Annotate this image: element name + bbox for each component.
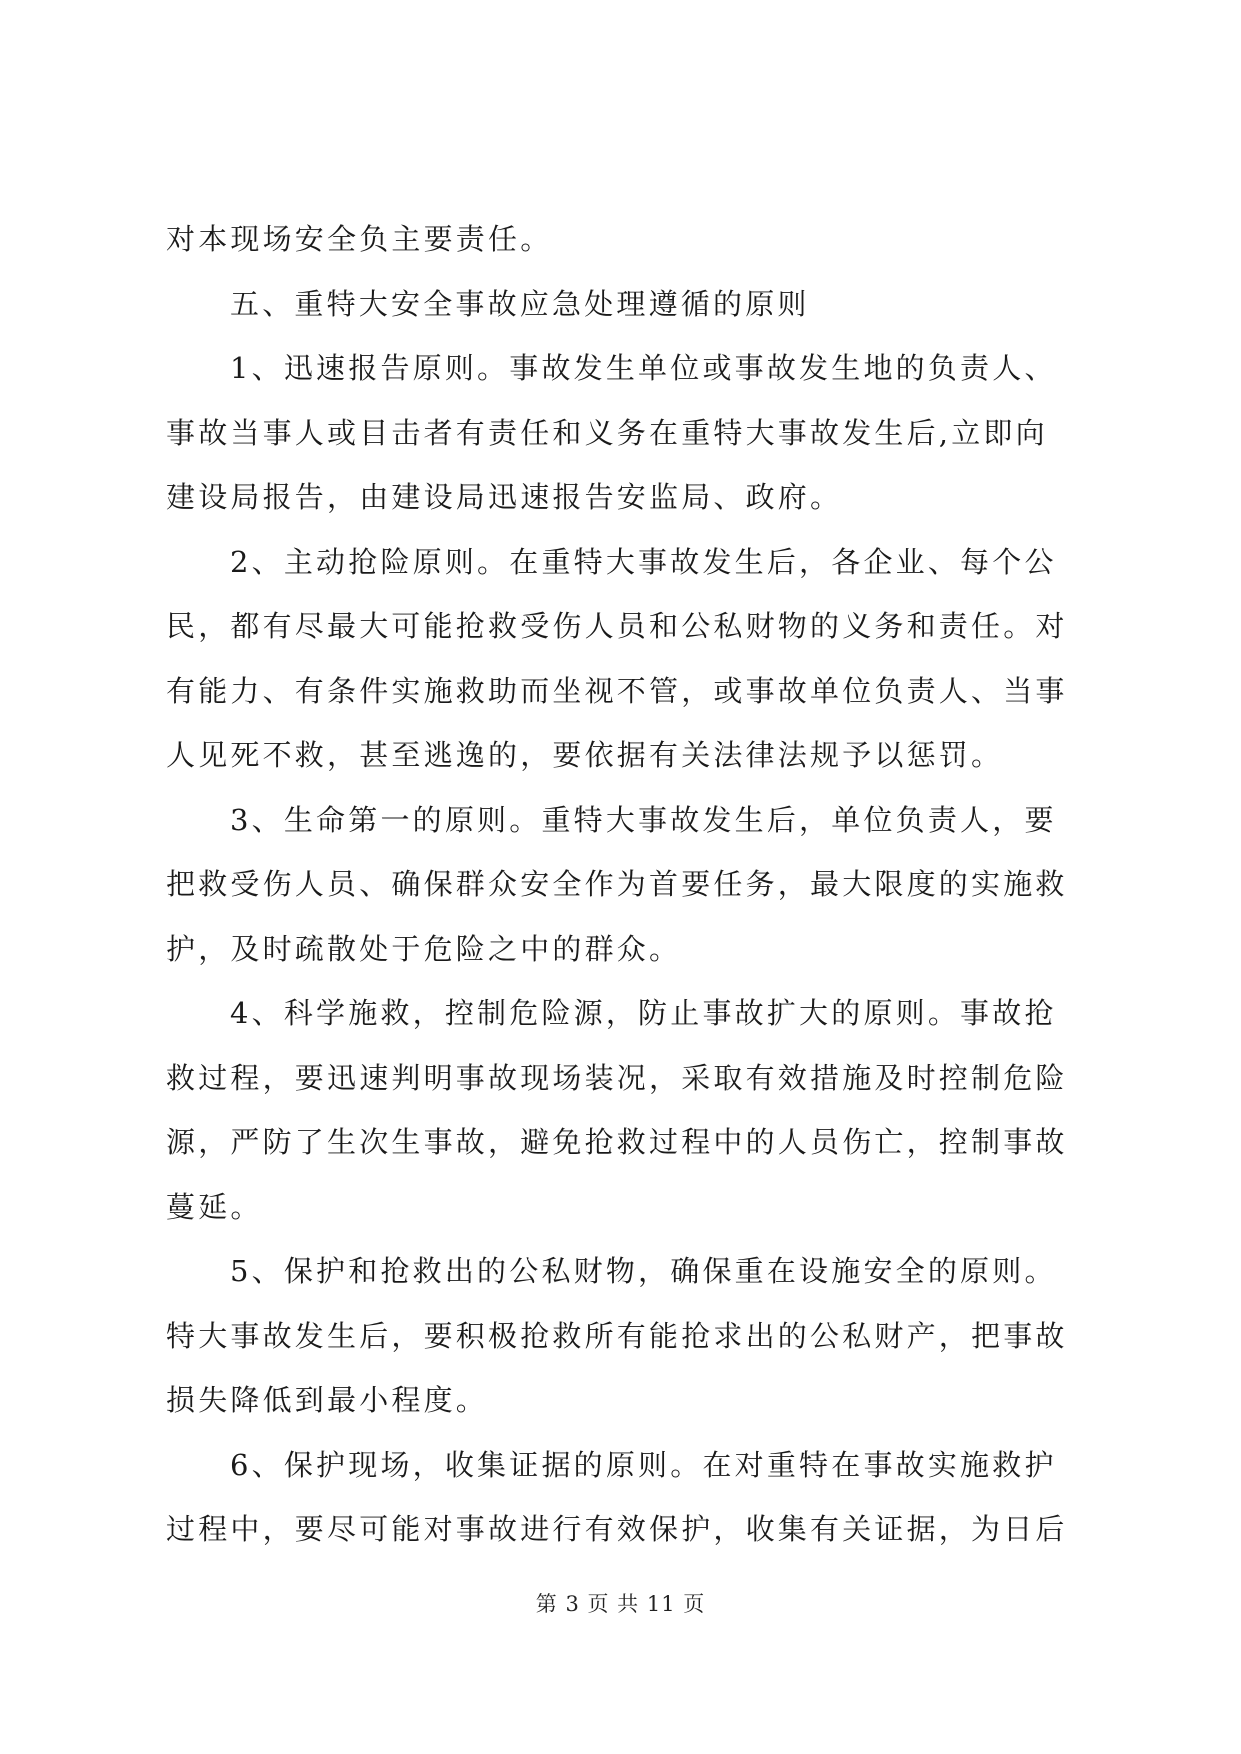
text-line: 过程中，要尽可能对事故进行有效保护，收集有关证据，为日后	[166, 1512, 1068, 1546]
text-line: 人见死不救，甚至逃逸的，要依据有关法律法规予以惩罚。	[166, 738, 1004, 772]
text-line: 民，都有尽最大可能抢救受伤人员和公私财物的义务和责任。对	[166, 609, 1068, 643]
text-line: 有能力、有条件实施救助而坐视不管，或事故单位负责人、当事	[166, 673, 1068, 708]
text-line: 特大事故发生后，要积极抢救所有能抢求出的公私财产，把事故	[166, 1318, 1068, 1353]
text-line: 事故当事人或目击者有责任和义务在重特大事故发生后,立即向	[166, 415, 1048, 450]
text-line: 救过程，要迅速判明事故现场装况，采取有效措施及时控制危险	[166, 1060, 1068, 1095]
text-line: 建设局报告，由建设局迅速报告安监局、政府。	[166, 480, 843, 514]
text-line: 五、重特大安全事故应急处理遵循的原则	[230, 286, 810, 321]
text-line: 3、生命第一的原则。重特大事故发生后，单位负责人，要	[230, 802, 1057, 837]
text-line: 6、保护现场，收集证据的原则。在对重特在事故实施救护	[230, 1447, 1057, 1482]
text-line: 1、迅速报告原则。事故发生单位或事故发生地的负责人、	[230, 351, 1057, 385]
text-line: 对本现场安全负主要责任。	[166, 222, 553, 256]
document-body	[166, 207, 1078, 1562]
text-line: 5、保护和抢救出的公私财物，确保重在设施安全的原则。	[230, 1254, 1057, 1288]
text-line: 2、主动抢险原则。在重特大事故发生后，各企业、每个公	[230, 544, 1057, 579]
text-line: 4、科学施救，控制危险源，防止事故扩大的原则。事故抢	[230, 996, 1057, 1030]
text-line: 损失降低到最小程度。	[166, 1383, 489, 1417]
text-line: 把救受伤人员、确保群众安全作为首要任务，最大限度的实施救	[166, 867, 1068, 901]
text-line: 源，严防了生次生事故，避免抢救过程中的人员伤亡，控制事故	[166, 1125, 1068, 1159]
page-footer: 第 3 页 共 11 页	[535, 1592, 706, 1616]
text-line: 护，及时疏散处于危险之中的群众。	[166, 931, 682, 966]
text-line: 蔓延。	[166, 1189, 263, 1224]
